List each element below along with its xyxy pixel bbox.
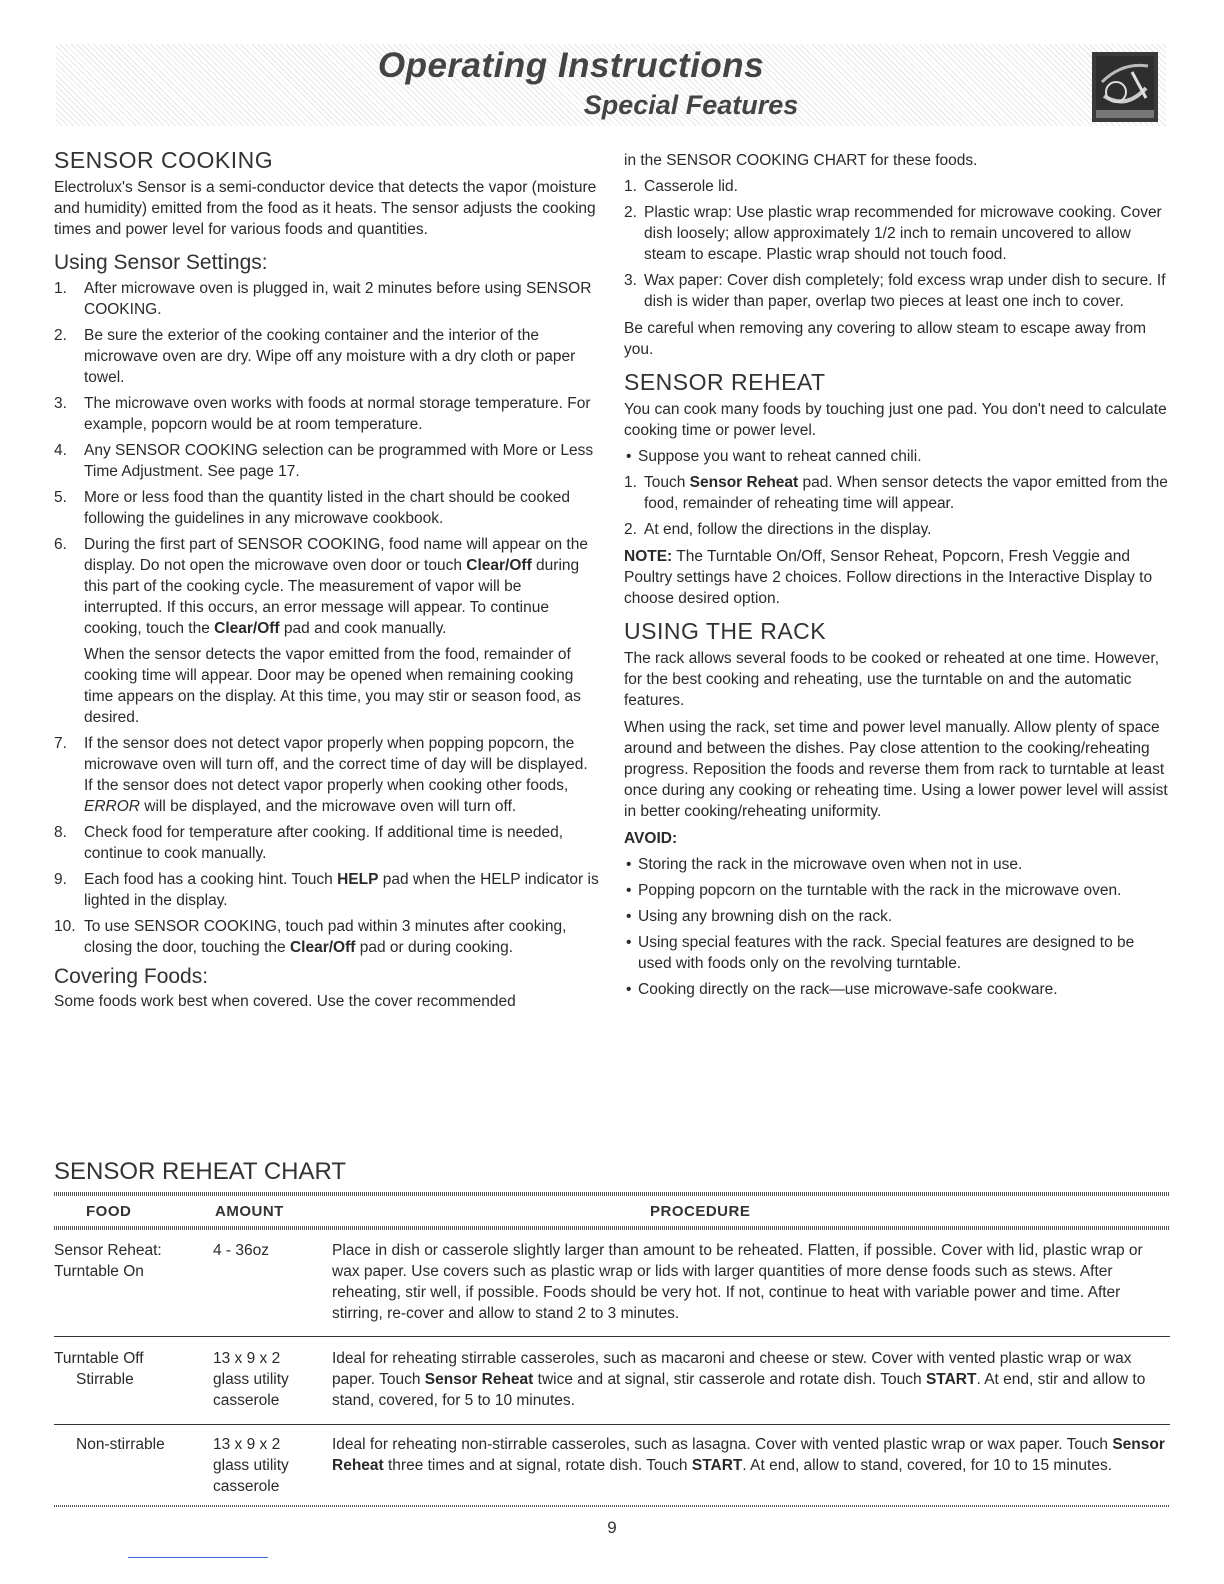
sensor-reheat-term: Sensor Reheat <box>332 1436 1165 1474</box>
row1-divider <box>54 1336 1170 1337</box>
step-number: 2. <box>624 521 637 538</box>
procedure-text: three times and at signal, rotate dish. Touch <box>383 1457 692 1474</box>
amount-cell: casserole <box>213 1392 280 1409</box>
step-text: pad and cook manually. <box>279 620 447 637</box>
food-cell: Turntable Off <box>54 1350 144 1367</box>
row1-procedure: Place in dish or casserole slightly larger than amount to be reheated. Flatten, if possible. Cover with lid, plastic wrap or wax paper. Use covers such as plastic wrap or lids with larger quantities of more dense foods such as stews. After reheating, stir well, if possible. Foods should be very hot. If not, continue to heat with variable power and time. After stirring, re-cover and allow to stand 2 to 3 minutes. <box>332 1242 1143 1322</box>
error-term: ERROR <box>84 798 140 815</box>
step-number: 3. <box>54 395 67 412</box>
list-item <box>54 325 599 388</box>
amount-cell: casserole <box>213 1478 280 1495</box>
note-text: The Turntable On/Off, Sensor Reheat, Popcorn, Fresh Veggie and Poultry settings have 2 choices. Follow directions in the Interactive Display to choose desired option. <box>624 548 1153 607</box>
list-item <box>624 472 1172 514</box>
step-text: pad. When sensor detects the vapor emitted from the food, remainder of reheating time will appear. <box>644 474 1168 512</box>
row2-amount <box>213 1348 328 1411</box>
list-item <box>54 916 599 958</box>
sensor-reheat-heading: SENSOR REHEAT <box>624 369 826 395</box>
bullet-text: Popping popcorn on the turntable with the rack in the microwave oven. <box>638 882 1122 899</box>
step-text: Plastic wrap: Use plastic wrap recommended for microwave cooking. Cover dish loosely; allow approximately 1/2 inch to remain uncovered to allow steam to escape. Plastic wrap should not touch food. <box>644 204 1162 263</box>
bullet-text: Storing the rack in the microwave oven when not in use. <box>638 856 1023 873</box>
amount-cell: glass utility <box>213 1457 289 1474</box>
sensor-reheat-term: Sensor Reheat <box>689 474 799 491</box>
sensor-reheat-chart-title: SENSOR REHEAT CHART <box>54 1158 347 1185</box>
step-text: pad or during cooking. <box>355 939 514 956</box>
step-number: 2. <box>624 204 637 221</box>
page-header <box>56 44 1166 126</box>
row3-procedure <box>332 1434 1172 1476</box>
covering-foods-cont: in the SENSOR COOKING CHART for these foods. <box>624 152 978 169</box>
sensor-reheat-intro: You can cook many foods by touching just one pad. You don't need to calculate cooking time or power level. <box>624 401 1167 439</box>
col-header-food: FOOD <box>86 1203 132 1220</box>
list-item <box>624 854 1172 875</box>
left-column <box>54 147 599 1012</box>
step-number: 3. <box>624 272 637 289</box>
header-subtitle: Special Features <box>583 90 799 120</box>
step-text: More or less food than the quantity listed in the chart should be cooked following the guidelines in any microwave cookbook. <box>84 489 570 527</box>
step-text: To use SENSOR COOKING, touch pad within 3 minutes after cooking, closing the door, touching the <box>84 918 567 956</box>
food-cell: Sensor Reheat: <box>54 1242 162 1259</box>
col-header-procedure: PROCEDURE <box>650 1203 751 1220</box>
step-number: 10. <box>54 918 76 935</box>
list-item <box>624 519 1172 540</box>
chart-bottom-rule <box>54 1505 1170 1507</box>
bullet-icon: • <box>626 856 632 873</box>
procedure-text: twice and at signal, stir casserole and rotate dish. Touch <box>533 1371 926 1388</box>
clear-off-term: Clear/Off <box>466 557 532 574</box>
bullet-text: Using any browning dish on the rack. <box>638 908 893 925</box>
row1-amount: 4 - 36oz <box>213 1242 270 1259</box>
step-number: 1. <box>54 280 67 297</box>
row2-divider <box>54 1424 1170 1425</box>
step-text: At end, follow the directions in the display. <box>644 521 932 538</box>
row3-amount <box>213 1434 328 1497</box>
col-header-amount: AMOUNT <box>215 1203 284 1220</box>
row1-food <box>54 1240 204 1282</box>
list-item <box>624 446 1172 467</box>
reheat-steps-list <box>624 472 1172 540</box>
bullet-text: Using special features with the rack. Special features are designed to be used with foods only on the revolving turntable. <box>638 934 1135 972</box>
amount-cell: 13 x 9 x 2 <box>213 1350 281 1367</box>
procedure-text: Ideal for reheating stirrable casseroles, such as macaroni and cheese or stew. Cover with vented plastic wrap or wax paper. Touch <box>332 1350 1132 1388</box>
step-text: Be sure the exterior of the cooking container and the interior of the microwave oven are dry. Wipe off any moisture with a dry cloth or paper towel. <box>84 327 576 386</box>
list-item <box>54 393 599 435</box>
sensor-cooking-intro: Electrolux's Sensor is a semi-conductor device that detects the vapor (moisture and humidity) emitted from the food as it heats. The sensor adjusts the cooking times and power level for various foods and quantities. <box>54 179 597 238</box>
using-sensor-settings-heading: Using Sensor Settings: <box>54 251 268 274</box>
step-number: 4. <box>54 442 67 459</box>
list-item <box>624 932 1172 974</box>
note-label: NOTE: <box>624 548 673 565</box>
reheat-bullet-list <box>624 446 1172 467</box>
reheat-note <box>624 546 1172 609</box>
sensor-reheat-term: Sensor Reheat <box>424 1371 534 1388</box>
step-number: 9. <box>54 871 67 888</box>
list-item <box>624 270 1172 312</box>
sensor-steps-list-cont <box>54 733 599 958</box>
amount-cell: 13 x 9 x 2 <box>213 1436 281 1453</box>
list-item <box>624 176 1172 197</box>
list-item <box>624 880 1172 901</box>
step-number: 8. <box>54 824 67 841</box>
header-title: Operating Instructions <box>377 46 765 85</box>
bullet-icon: • <box>626 448 632 465</box>
step-number: 6. <box>54 536 67 553</box>
row3-food: Non-stirrable <box>76 1436 165 1453</box>
step-text: Casserole lid. <box>644 178 738 195</box>
list-item <box>624 979 1172 1000</box>
amount-cell: glass utility <box>213 1371 289 1388</box>
bullet-icon: • <box>626 908 632 925</box>
procedure-text: . At end, allow to stand, covered, for 10 to 15 minutes. <box>742 1457 1113 1474</box>
bullet-icon: • <box>626 882 632 899</box>
step-text: Touch <box>644 474 690 491</box>
row2-food <box>54 1348 204 1390</box>
step-text: Check food for temperature after cooking. If additional time is needed, continue to cook manually. <box>84 824 564 862</box>
right-column <box>624 150 1172 1000</box>
step-text: After microwave oven is plugged in, wait 2 minutes before using SENSOR COOKING. <box>84 280 592 318</box>
list-item <box>54 534 599 639</box>
covers-list <box>624 176 1172 312</box>
step-text: Any SENSOR COOKING selection can be programmed with More or Less Time Adjustment. See page 17. <box>84 442 594 480</box>
list-item <box>624 202 1172 265</box>
food-cell: Stirrable <box>76 1371 134 1388</box>
header-bottom-rule <box>54 1226 1170 1230</box>
step-text: Each food has a cooking hint. Touch <box>84 871 338 888</box>
step-text: During the first part of SENSOR COOKING, food name will appear on the display. Do not open the microwave oven door or touch <box>84 536 588 574</box>
list-item <box>54 487 599 529</box>
clear-off-term: Clear/Off <box>214 620 280 637</box>
start-term: START <box>691 1457 743 1474</box>
food-cell: Turntable On <box>54 1263 144 1280</box>
list-item <box>54 869 599 911</box>
rack-paragraph-2: When using the rack, set time and power level manually. Allow plenty of space around and between the dishes. Pay close attention to the cooking/reheating progress. Reposition the foods and reverse them from rack to turntable at least once during any cooking or reheating time. Using a lower power level will assist in better cooking/reheating uniformity. <box>624 719 1168 820</box>
start-term: START <box>925 1371 977 1388</box>
list-item <box>624 906 1172 927</box>
covering-foods-text: Some foods work best when covered. Use the cover recommended <box>54 993 516 1010</box>
page-number: 9 <box>607 1518 617 1537</box>
procedure-text: . At end, stir and allow to stand, covered, for 5 to 10 minutes. <box>332 1371 1146 1409</box>
sensor-cooking-heading: SENSOR COOKING <box>54 147 274 173</box>
avoid-label: AVOID: <box>624 830 678 847</box>
step-number: 1. <box>624 178 637 195</box>
bullet-text: Cooking directly on the rack—use microwave-safe cookware. <box>638 981 1058 998</box>
step6-note: When the sensor detects the vapor emitted from the food, remainder of cooking time will appear. Door may be opened when remaining cooking time appears on the display. At this time, you may stir or season food, as desired. <box>84 646 581 726</box>
bullet-text: Suppose you want to reheat canned chili. <box>638 448 922 465</box>
blue-underline <box>128 1557 268 1558</box>
list-item <box>54 440 599 482</box>
sensor-steps-list <box>54 278 599 639</box>
using-the-rack-heading: USING THE RACK <box>624 618 827 644</box>
step-text: Wax paper: Cover dish completely; fold excess wrap under dish to secure. If dish is wider than paper, overlap two pieces at least one inch to cover. <box>644 272 1166 310</box>
bullet-icon: • <box>626 934 632 951</box>
step-number: 1. <box>624 474 637 491</box>
chart-top-rule <box>54 1192 1170 1196</box>
covering-foods-heading: Covering Foods: <box>54 965 209 988</box>
help-term: HELP <box>337 871 379 888</box>
procedure-text: Ideal for reheating non-stirrable casseroles, such as lasagna. Cover with vented plastic wrap or wax paper. Touch <box>332 1436 1113 1453</box>
step-text: during this part of the cooking cycle. The measurement of vapor will be interrupted. If this occurs, an error message will appear. To continue cooking, touch the <box>84 557 580 637</box>
microwave-logo-icon <box>1092 52 1158 122</box>
step-text: will be displayed, and the microwave oven will turn off. <box>139 798 517 815</box>
step-number: 2. <box>54 327 67 344</box>
clear-off-term: Clear/Off <box>289 939 356 956</box>
step-number: 5. <box>54 489 67 506</box>
step-text: If the sensor does not detect vapor properly when popping popcorn, the microwave oven will turn off, and the correct time of day will be displayed. If the sensor does not detect vapor properly when cooking other foods, <box>84 735 588 794</box>
step-text: The microwave oven works with foods at normal storage temperature. For example, popcorn would be at room temperature. <box>84 395 591 433</box>
list-item <box>54 822 599 864</box>
row2-procedure <box>332 1348 1172 1411</box>
avoid-list <box>624 854 1172 1000</box>
list-item <box>54 278 599 320</box>
step-text: pad when the HELP indicator is lighted in the display. <box>84 871 599 909</box>
rack-paragraph-1: The rack allows several foods to be cooked or reheated at one time. However, for the best cooking and reheating, use the turntable on and the automatic features. <box>624 650 1160 709</box>
careful-text: Be careful when removing any covering to allow steam to escape away from you. <box>624 320 1147 358</box>
bullet-icon: • <box>626 981 632 998</box>
list-item <box>54 733 599 817</box>
step-number: 7. <box>54 735 67 752</box>
